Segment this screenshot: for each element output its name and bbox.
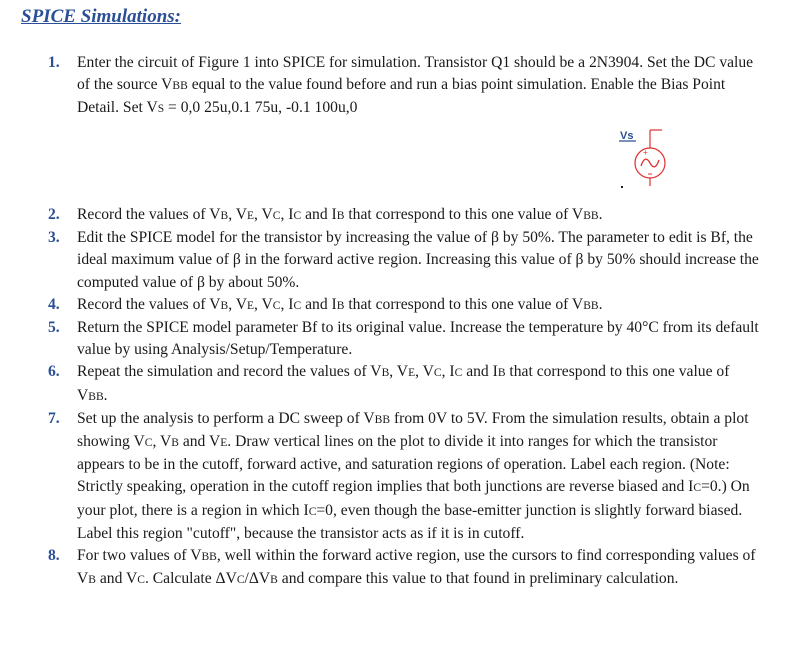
step-text <box>77 229 759 290</box>
subscript: C <box>293 210 302 222</box>
subscript: C <box>293 299 302 312</box>
subscript: C <box>272 299 281 312</box>
list-item <box>0 294 760 317</box>
subscript: C <box>308 505 317 518</box>
list-item <box>0 204 760 227</box>
list-item <box>0 361 760 407</box>
step-text <box>77 54 753 116</box>
subscript: B <box>270 574 278 587</box>
page-heading: SPICE Simulations: <box>21 6 181 27</box>
text-run: , well within the forward active region, use the cursors to find corresponding values of V <box>77 547 756 588</box>
list-item <box>0 545 760 591</box>
text-run: /ΔV <box>244 570 271 588</box>
text-run: , V <box>228 295 247 313</box>
subscript: B <box>220 299 229 312</box>
text-run: Record the values of V <box>77 206 221 223</box>
subscript: E <box>220 437 228 450</box>
step-text <box>77 547 756 587</box>
text-run: , I <box>441 363 455 381</box>
step-number: 6. <box>48 363 60 381</box>
step-text <box>77 206 602 223</box>
text-run: . Calculate ΔV <box>144 570 237 588</box>
text-run: , V <box>389 363 409 381</box>
subscript: B <box>497 367 506 380</box>
subscript: E <box>246 299 255 312</box>
subscript: B <box>381 367 390 380</box>
svg-text:+: + <box>643 148 648 157</box>
subscript: B <box>88 574 96 587</box>
step-text <box>77 296 602 313</box>
text-run: and I <box>301 295 337 313</box>
text-run: Record the values of V <box>77 295 221 313</box>
text-run: , V <box>254 206 273 223</box>
text-run: that correspond to this one value of V <box>344 206 584 223</box>
subscript: C <box>433 367 442 380</box>
subscript: C <box>144 437 153 450</box>
text-run: =0.) On your plot, there is a region in which I <box>77 478 750 519</box>
step-text <box>77 363 729 403</box>
subscript: BB <box>583 299 599 312</box>
text-run: Set up the analysis to perform a DC sweep of V <box>77 409 375 427</box>
step-number: 5. <box>48 319 60 337</box>
text-run: , I <box>280 206 294 223</box>
text-run: Enter the circuit of Figure 1 into SPICE for simulation. Transistor Q1 should be a 2N3904. Set the DC value of the source V <box>77 54 754 94</box>
text-run: , V <box>228 206 247 223</box>
text-run: that correspond to this one value of V <box>77 363 730 404</box>
text-run: Return the SPICE model parameter Bf to its original value. Increase the temperature by 40°C from its default value by using Analysis/Setup/Temperature. <box>77 319 759 359</box>
list-item <box>0 227 760 294</box>
subscript: C <box>272 210 281 222</box>
step-text <box>77 319 759 358</box>
step-number: 3. <box>48 229 60 247</box>
text-run: and I <box>301 206 337 223</box>
subscript: B <box>171 437 179 450</box>
subscript: E <box>408 367 416 380</box>
text-run: and V <box>95 570 138 588</box>
text-run: =0, even though the base-emitter junction is slightly forward biased. Label this region "cutoff", because the transistor acts as if it is in cutoff. <box>77 501 743 542</box>
subscript: B <box>220 210 229 222</box>
source-label: Vs <box>620 130 634 142</box>
text-run: , I <box>280 295 294 313</box>
text-run: . <box>598 206 603 223</box>
text-run: , V <box>152 433 172 451</box>
text-run: . <box>103 386 108 404</box>
subscript: C <box>454 367 463 380</box>
subscript: S <box>157 103 165 116</box>
step-number: 4. <box>48 295 60 313</box>
text-run: , V <box>254 295 273 313</box>
sine-voltage-source-icon <box>612 124 666 194</box>
step-number: 7. <box>48 409 60 427</box>
subscript: BB <box>374 413 391 426</box>
subscript: BB <box>88 390 104 403</box>
text-run: that correspond to this one value of V <box>344 295 584 313</box>
step-number: 2. <box>48 206 60 223</box>
step-text <box>77 410 750 542</box>
step-number: 1. <box>48 54 60 71</box>
text-run: . <box>598 295 603 313</box>
step-number: 8. <box>48 547 60 565</box>
subscript: B <box>336 299 345 312</box>
subscript: BB <box>201 551 217 564</box>
text-run: and V <box>178 433 221 451</box>
subscript: C <box>693 482 702 495</box>
subscript: E <box>246 210 255 222</box>
subscript: BB <box>583 210 599 222</box>
text-run: and I <box>462 363 498 381</box>
text-run: Edit the SPICE model for the transistor by increasing the value of β by 50%. The parameter to edit is Bf, the ideal maximum value of β in the forward active region. Increasing this value of β by 50% should increase the computed value of β by about 50%. <box>77 229 759 291</box>
list-item <box>0 408 760 545</box>
subscript: C <box>137 574 145 587</box>
text-run: Repeat the simulation and record the values of V <box>77 363 382 381</box>
text-run: , V <box>415 363 434 381</box>
text-run: = 0,0 25u,0.1 75u, -0.1 100u,0 <box>164 99 358 117</box>
text-run: For two values of V <box>77 547 202 565</box>
text-run: from 0V to 5V. From the simulation results, obtain a plot showing V <box>77 409 749 451</box>
text-run: equal to the value found before and run a bias point simulation. Enable the Bias Point Detail. Set V <box>77 76 726 117</box>
subscript: BB <box>172 80 188 93</box>
list-item <box>0 317 760 361</box>
subscript: B <box>336 210 345 222</box>
text-run: and compare this value to that found in preliminary calculation. <box>277 570 679 588</box>
subscript: C <box>236 574 245 587</box>
text-run: . Draw vertical lines on the plot to divide it into ranges for which the transistor appears to be in the cutoff, forward active, and saturation regions of operation. Label each region. (Note: Strictly speaking, operation in the cutoff region implies that both junctions are reverse biased and I <box>77 433 730 496</box>
